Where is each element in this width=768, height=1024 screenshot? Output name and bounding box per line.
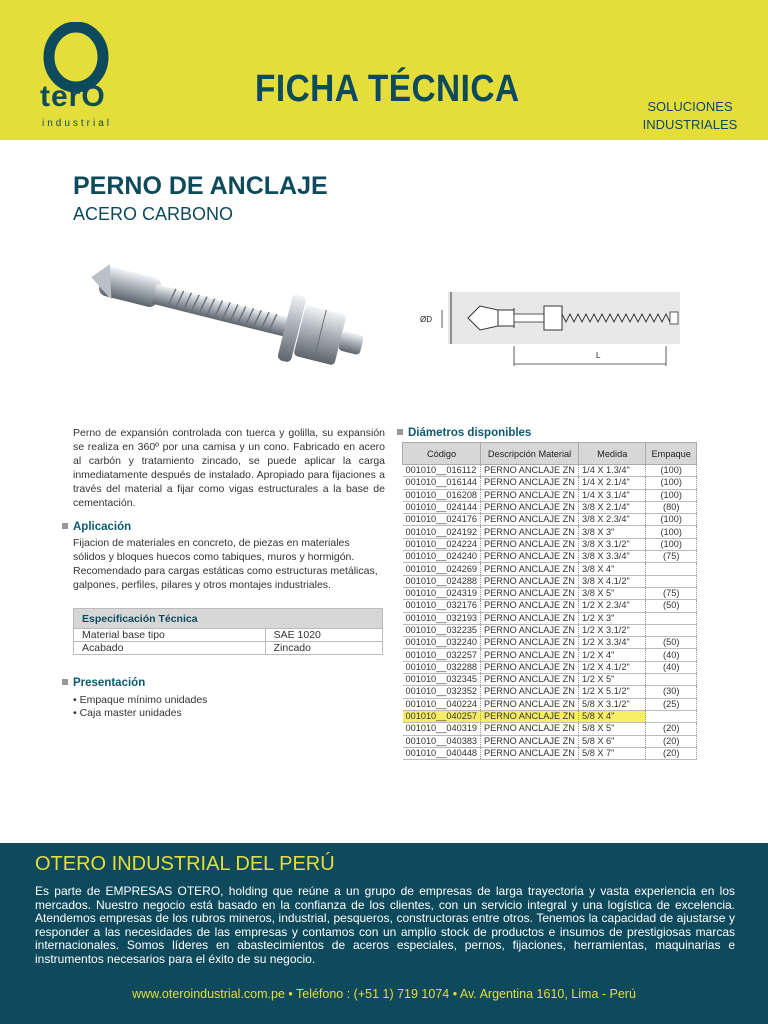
product-subtitle: ACERO CARBONO [73,204,234,224]
package-cell: (40) [646,661,697,673]
spec-table-heading: Especificación Técnica [74,609,383,629]
spec-table [73,608,383,655]
aplicacion-text: Fijacion de materiales en concreto, de piezas en materiales sólidos y bloques huecos como tabiques, muros y hormigón. Recomendado para cargas estáticas como estructuras metálicas, galpones, perfiles, pilares y otros montajes industriales. [73,537,378,591]
code-cell: 001010__024224 [403,538,481,550]
spec-label: Acabado [74,642,266,655]
package-cell: (75) [646,551,697,563]
description-cell: PERNO ANCLAJE ZN [481,563,579,575]
package-cell [646,710,697,722]
code-cell: 001010__032193 [403,612,481,624]
table-row [403,465,697,477]
description-cell: PERNO ANCLAJE ZN [481,723,579,735]
package-cell: (100) [646,489,697,501]
package-cell: (20) [646,747,697,759]
size-cell: 1/4 X 1.3/4" [579,465,646,477]
code-cell: 001010__032176 [403,600,481,612]
table-row [403,501,697,513]
footer-title: OTERO INDUSTRIAL DEL PERÚ [35,853,335,875]
diametros-heading [397,427,531,439]
bullet-square-icon [62,679,68,685]
description-cell: PERNO ANCLAJE ZN [481,526,579,538]
table-row [403,563,697,575]
size-cell: 3/8 X 3.3/4" [579,551,646,563]
aplicacion-heading-text: Aplicación [73,521,132,533]
package-cell [646,674,697,686]
diametros-heading-text: Diámetros disponibles [408,427,532,439]
table-row [403,551,697,563]
table-row [403,649,697,661]
table-row [403,600,697,612]
logo-wordmark: terO [40,80,106,113]
code-cell: 001010__040224 [403,698,481,710]
size-cell: 3/8 X 5" [579,587,646,599]
code-cell: 001010__024192 [403,526,481,538]
description-cell: PERNO ANCLAJE ZN [481,637,579,649]
spec-value: Zincado [265,642,382,655]
list-item: • Caja master unidades [73,707,182,719]
table-row [403,514,697,526]
description-cell: PERNO ANCLAJE ZN [481,501,579,513]
table-row [403,723,697,735]
size-cell: 1/2 X 3.1/2" [579,624,646,636]
size-cell: 3/8 X 2.3/4" [579,514,646,526]
description-cell: PERNO ANCLAJE ZN [481,575,579,587]
package-cell: (20) [646,735,697,747]
code-cell: 001010__032235 [403,624,481,636]
diameter-label: ØD [420,315,432,324]
package-cell: (20) [646,723,697,735]
code-cell: 001010__032352 [403,686,481,698]
description-cell: PERNO ANCLAJE ZN [481,551,579,563]
size-cell: 1/2 X 4" [579,649,646,661]
code-cell: 001010__024269 [403,563,481,575]
code-cell: 001010__032240 [403,637,481,649]
table-row [403,489,697,501]
description-cell: PERNO ANCLAJE ZN [481,735,579,747]
size-cell: 5/8 X 7" [579,747,646,759]
package-cell: (50) [646,637,697,649]
size-cell: 5/8 X 4" [579,710,646,722]
description-cell: PERNO ANCLAJE ZN [481,710,579,722]
anchor-bolt-image [70,255,390,385]
table-row [403,575,697,587]
package-cell [646,575,697,587]
table-row [403,612,697,624]
table-row [403,637,697,649]
package-cell: (30) [646,686,697,698]
package-cell: (100) [646,465,697,477]
code-cell: 001010__024319 [403,587,481,599]
column-header: Empaque [646,443,697,465]
package-cell [646,563,697,575]
description-cell: PERNO ANCLAJE ZN [481,465,579,477]
table-row [403,624,697,636]
spec-value: SAE 1020 [265,629,382,642]
diameters-table [402,442,697,760]
description-cell: PERNO ANCLAJE ZN [481,587,579,599]
table-header-row [403,443,697,465]
logo-subtitle: industrial [42,118,113,129]
page-title: FICHA TÉCNICA [255,68,520,110]
description-cell: PERNO ANCLAJE ZN [481,624,579,636]
description-cell: PERNO ANCLAJE ZN [481,514,579,526]
size-cell: 1/2 X 5.1/2" [579,686,646,698]
tagline-line-2: INDUSTRIALES [642,117,738,132]
code-cell: 001010__040319 [403,723,481,735]
description-cell: PERNO ANCLAJE ZN [481,600,579,612]
table-row [403,710,697,722]
package-cell: (100) [646,477,697,489]
code-cell: 001010__032257 [403,649,481,661]
size-cell: 5/8 X 6" [579,735,646,747]
size-cell: 5/8 X 5" [579,723,646,735]
code-cell: 001010__032345 [403,674,481,686]
package-cell: (80) [646,501,697,513]
size-cell: 1/2 X 4.1/2" [579,661,646,673]
table-row [403,526,697,538]
presentacion-heading-text: Presentación [73,677,146,689]
column-header: Descripción Material [481,443,579,465]
size-cell: 1/2 X 3.3/4" [579,637,646,649]
code-cell: 001010__016208 [403,489,481,501]
code-cell: 001010__040448 [403,747,481,759]
description-cell: PERNO ANCLAJE ZN [481,489,579,501]
package-cell: (50) [646,600,697,612]
package-cell [646,612,697,624]
code-cell: 001010__016144 [403,477,481,489]
description-cell: PERNO ANCLAJE ZN [481,686,579,698]
description-cell: PERNO ANCLAJE ZN [481,698,579,710]
spec-row [74,629,383,642]
tagline [630,98,750,134]
size-cell: 5/8 X 3.1/2" [579,698,646,710]
presentacion-heading [62,677,145,689]
aplicacion-heading [62,521,131,533]
package-cell: (40) [646,649,697,661]
package-cell: (100) [646,538,697,550]
table-row [403,661,697,673]
size-cell: 1/2 X 3" [579,612,646,624]
length-label: L [596,351,601,360]
code-cell: 001010__032288 [403,661,481,673]
table-row [403,735,697,747]
spec-row [74,642,383,655]
footer-contact: www.oteroindustrial.com.pe • Teléfono : (+51 1) 719 1074 • Av. Argentina 1610, Lima - Perú [132,987,636,1001]
list-item: • Empaque mínimo unidades [73,694,208,706]
package-cell: (25) [646,698,697,710]
spec-label: Material base tipo [74,629,266,642]
code-cell: 001010__024176 [403,514,481,526]
bullet-square-icon [397,429,403,435]
size-cell: 1/2 X 5" [579,674,646,686]
description-cell: PERNO ANCLAJE ZN [481,538,579,550]
size-cell: 3/8 X 4" [579,563,646,575]
product-description: Perno de expansión controlada con tuerca y golilla, su expansión se realiza en 360º por una camisa y un cono. Fabricado en acero al carbón y tratamiento zincado, se puede aplicar la carga inmediatamente después de instalado. Apropiado para fijaciones a través del material a fijar como vigas estructurales a la base de cementación. [73,427,385,509]
size-cell: 3/8 X 3" [579,526,646,538]
description-cell: PERNO ANCLAJE ZN [481,649,579,661]
tagline-line-1: SOLUCIONES [647,99,733,114]
footer-text: Es parte de EMPRESAS OTERO, holding que reúne a un grupo de empresas de larga trayectoria y vasta experiencia en los mercados. Nuestro negocio está basado en la confianza de los clientes, con un servicio integral y una logística de excelencia. Atendemos empresas de los rubros mineros, industrial, pesqueros, constructoras entre otros. Tenemos la capacidad de ajustarse y responder a las necesidades de las empresas y contamos con un amplio stock de productos e insumos de prestigiosas marcas internacionales. Somos líderes en abastecimientos de aceros especiales, pernos, fijaciones, herramientas, maquinarias e instrumentos necesarios para el éxito de su negocio. [35,884,735,966]
product-title: PERNO DE ANCLAJE [73,172,328,200]
otero-logo [36,22,136,132]
description-cell: PERNO ANCLAJE ZN [481,674,579,686]
table-row [403,698,697,710]
package-cell: (100) [646,526,697,538]
presentacion-list [73,694,207,720]
code-cell: 001010__024288 [403,575,481,587]
code-cell: 001010__024240 [403,551,481,563]
column-header: Medida [579,443,646,465]
code-cell: 001010__024144 [403,501,481,513]
table-row [403,686,697,698]
description-cell: PERNO ANCLAJE ZN [481,747,579,759]
table-row [403,747,697,759]
package-cell [646,624,697,636]
description-cell: PERNO ANCLAJE ZN [481,661,579,673]
column-header: Código [403,443,481,465]
code-cell: 001010__040257 [403,710,481,722]
table-row [403,587,697,599]
description-cell: PERNO ANCLAJE ZN [481,612,579,624]
package-cell: (75) [646,587,697,599]
size-cell: 3/8 X 4.1/2" [579,575,646,587]
code-cell: 001010__016112 [403,465,481,477]
package-cell: (100) [646,514,697,526]
table-row [403,538,697,550]
size-cell: 3/8 X 3.1/2" [579,538,646,550]
size-cell: 1/2 X 2.3/4" [579,600,646,612]
size-cell: 1/4 X 2.1/4" [579,477,646,489]
size-cell: 1/4 X 3.1/4" [579,489,646,501]
code-cell: 001010__040383 [403,735,481,747]
table-row [403,674,697,686]
bullet-square-icon [62,523,68,529]
description-cell: PERNO ANCLAJE ZN [481,477,579,489]
table-row [403,477,697,489]
size-cell: 3/8 X 2.1/4" [579,501,646,513]
dimension-diagram [418,288,683,370]
